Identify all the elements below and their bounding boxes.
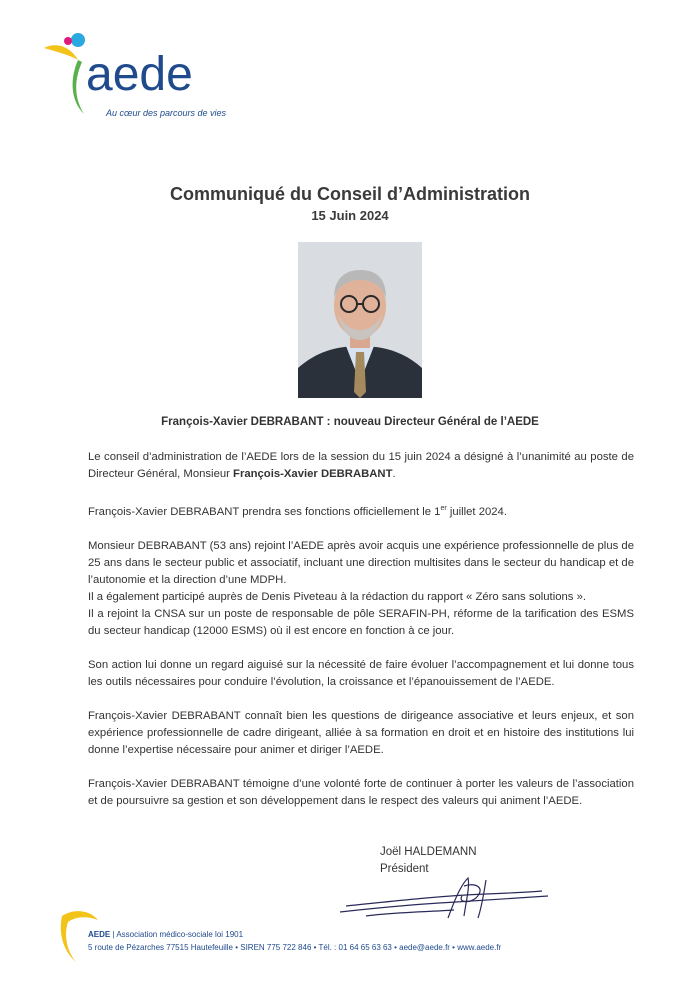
paragraph-cnsa: Il a rejoint la CNSA sur un poste de responsable de pôle SERAFIN-PH, réforme de la tarification des ESMS du secteur handicap (12000 ESMS) où il est encore en fonction à ce jour.	[88, 607, 634, 637]
footer-org-line	[88, 928, 501, 941]
paragraph-appointment	[88, 449, 634, 483]
paragraph-values: François-Xavier DEBRABANT témoigne d’une volonté forte de continuer à porter les valeurs de l’association et de poursuivre sa gestion et son développement dans le respect des valeurs qui animent l’AEDE.	[88, 777, 634, 807]
page-footer	[88, 928, 501, 954]
footer-org-desc: Association médico-sociale loi 1901	[116, 930, 244, 939]
paragraph-appointment-end: .	[392, 468, 396, 480]
body-text	[88, 449, 634, 827]
document-title: Communiqué du Conseil d’Administration	[170, 184, 530, 204]
paragraph-governance: François-Xavier DEBRABANT connaît bien les questions de dirigeance associative et leurs enjeux, et son expérience professionnelle de cadre dirigeant, alliée à sa formation en droit et en histoire des institutions lui donne l’expertise nécessaire pour animer et diriger l’AEDE.	[88, 709, 634, 756]
signatory-name: Joël HALDEMANN	[380, 846, 477, 858]
paragraph-action: Son action lui donne un regard aiguisé sur la nécessité de faire évoluer l’accompagnement et lui donne tous les outils nécessaires pour conduire l’évolution, la croissance et l’épanouissement de l’AEDE.	[88, 658, 634, 688]
logo-swoosh-green	[73, 60, 84, 114]
appointee-name: François-Xavier DEBRABANT	[233, 468, 393, 480]
ordinal-superscript: er	[440, 505, 447, 512]
aede-logo-graphic	[36, 28, 236, 124]
logo-dot-pink	[64, 37, 72, 45]
logo-dot-cyan	[71, 33, 85, 47]
signatory-role: Président	[380, 863, 429, 875]
paragraph-appointment-text: Le conseil d’administration de l’AEDE lors de la session du 15 juin 2024 a désigné à l’unanimité au poste de Directeur Général, Monsieur	[88, 451, 634, 480]
logo-tagline: Au cœur des parcours de vies	[106, 108, 227, 118]
logo-wordmark: aede	[86, 48, 193, 101]
footer-org: AEDE	[88, 930, 111, 939]
announcement-headline: François-Xavier DEBRABANT : nouveau Directeur Général de l’AEDE	[161, 416, 539, 428]
paragraph-report: Il a également participé auprès de Denis Piveteau à la rédaction du rapport « Zéro sans solutions ».	[88, 590, 586, 603]
portrait-photo	[298, 242, 422, 398]
footer-address: 5 route de Pézarches 77515 Hautefeuille • SIREN 775 722 846 • Tél. : 01 64 65 63 63 • aede@aede.fr • www.aede.fr	[88, 943, 502, 952]
footer-separator: |	[110, 930, 117, 939]
document-date: 15 Juin 2024	[311, 208, 389, 223]
aede-logo	[36, 28, 236, 124]
paragraph-experience: Monsieur DEBRABANT (53 ans) rejoint l’AEDE après avoir acquis une expérience professionnelle de plus de 25 ans dans le secteur public et associatif, incluant une direction multisites dans le secteur du handicap et de l’autonomie et la direction d’une MDPH.	[88, 539, 634, 586]
paragraph-start-date-text: François-Xavier DEBRABANT prendra ses fonctions officiellement le 1	[88, 505, 441, 518]
paragraph-start-date-end: juillet 2024.	[446, 505, 507, 518]
paragraph-start-date	[88, 500, 634, 521]
logo-swoosh-yellow	[44, 45, 78, 60]
handwritten-signature	[336, 872, 552, 922]
